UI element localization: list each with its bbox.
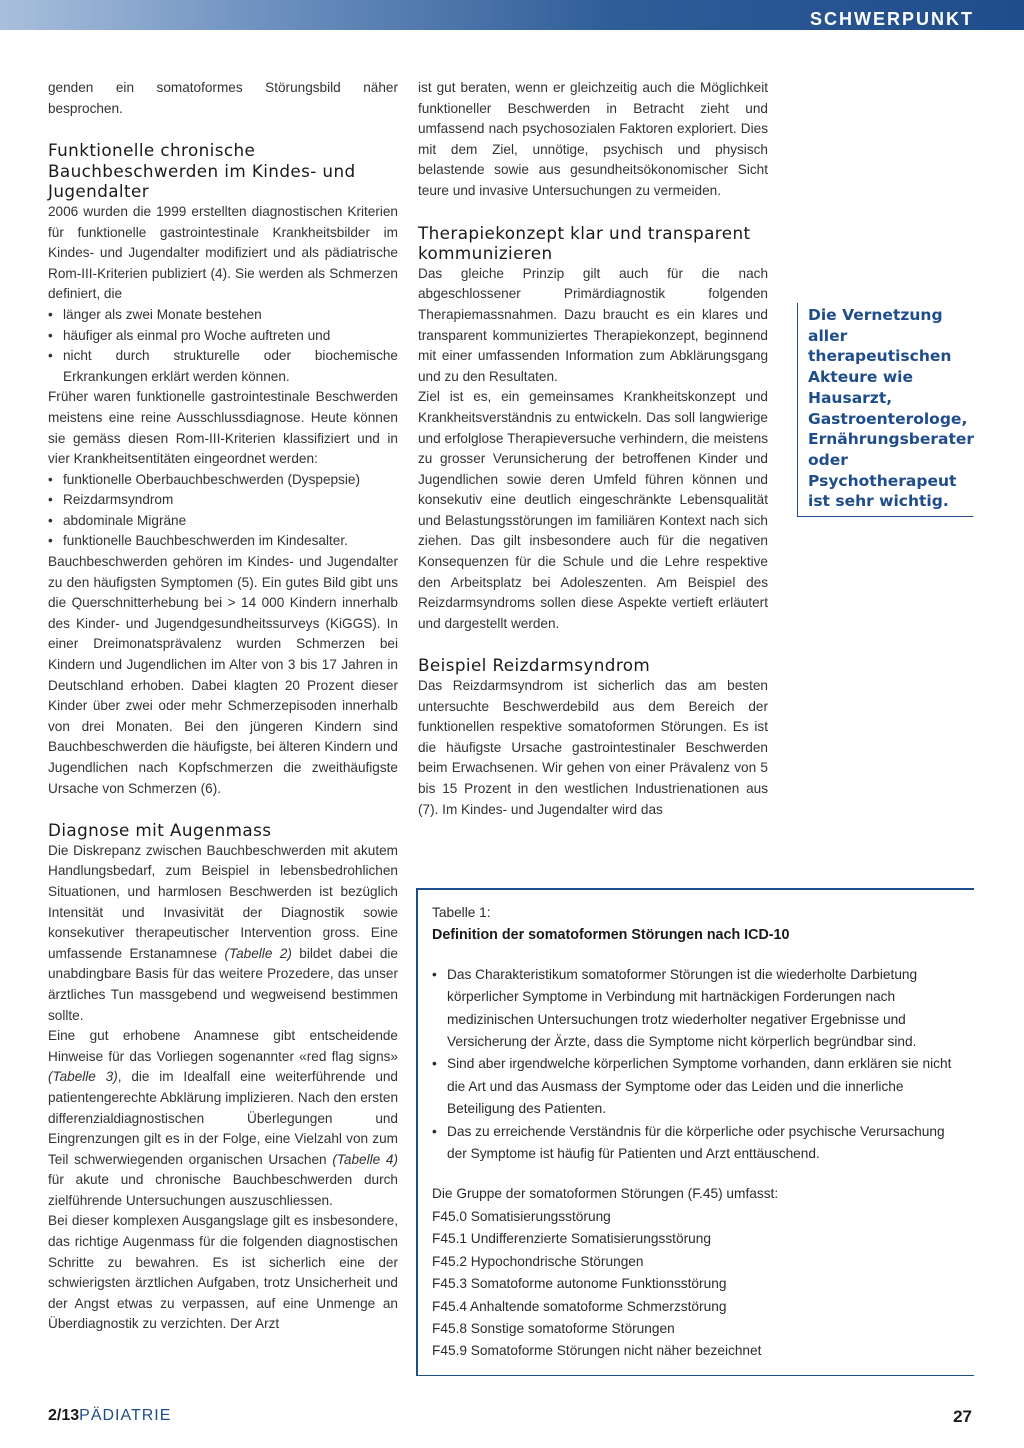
list-item: • Reizdarmsyndrom	[48, 490, 398, 511]
table-1-box	[416, 888, 974, 1376]
entities-list	[48, 470, 398, 552]
issue-number: 2/13	[48, 1407, 80, 1424]
header-bar	[0, 0, 1024, 30]
list-item: • funktionelle Oberbauchbeschwerden (Dyspepsie)	[48, 470, 398, 491]
table-bullet: • Sind aber irgendwelche körperlichen Symptome vorhanden, dann erklären sie nicht die Art und das Ausmass der Symptome oder das Leiden und die innerliche Beteiligung des Patienten.	[432, 1053, 960, 1120]
table-label: Tabelle 1:	[432, 905, 491, 920]
paragraph-komplex: Bei dieser komplexen Ausgangslage gilt es insbesondere, das richtige Augenmass für die folgenden diagnostischen Schritte zu bewahren. Es ist sicherlich eine der schwierigsten ärztlichen Aufgaben, trotz Unsicherheit und der Angst etwas zu verpassen, auf eine Unmenge an Überdiagnostik zu verzichten. Der Arzt	[48, 1213, 398, 1332]
page-number: 27	[953, 1407, 972, 1426]
icd-code-line: F45.4 Anhaltende somatoforme Schmerzstörung	[432, 1298, 727, 1314]
paragraph-prinzip: Das gleiche Prinzip gilt auch für die nach abgeschlossener Primärdiagnostik folgenden Therapiemassnahmen. Dazu braucht es ein klares und transparent kommuniziertes Therapiekonzept, beginnend mit einer umfassenden Information zum Abklärungsgang und zu den Resultaten.	[418, 265, 768, 384]
paragraph-beraten: ist gut beraten, wenn er gleichzeitig auch die Möglichkeit funktioneller Beschwerden in Betracht zieht und umfassend nach psychosozialen Faktoren exploriert. Dies mit dem Ziel, unnötige, psychisch und physisch belastende sowie aus gesundheitsökonomischer Sicht teure und invasive Untersuchungen zu vermeiden.	[418, 80, 768, 198]
pull-quote-text: Die Vernetzung aller therapeutischen Akteure wie Hausarzt, Gastroenterologe, Ernährungsberater oder Psychotherapeut ist sehr wichtig.	[808, 306, 975, 511]
list-item: • abdominale Migräne	[48, 511, 398, 532]
table-bullet: • Das Charakteristikum somatoformer Störungen ist die wiederholte Darbietung körperlicher Symptome in Verbindung mit hartnäckigen Forderungen nach medizinischen Untersuchungen trotz wiederholter negativer Ergebnisse und Versicherung der Ärzte, dass die Symptome nicht körperlich begründbar sind.	[432, 964, 960, 1054]
heading-reizdarmsyndrom: Beispiel Reizdarmsyndrom	[418, 655, 651, 676]
paragraph-bauchbeschwerden: Bauchbeschwerden gehören im Kindes- und Jugendalter zu den häufigsten Symptomen (5). Ein gutes Bild gibt uns die Querschnitterhebung bei > 14 000 Kindern innerhalb des Kinder- und Jugendgesundheitssurveys (KiGGS). In einer Dreimonatsprävalenz wurden Schmerzen bei Kindern und Jugendlichen im Alter von 3 bis 17 Jahren in Deutschland erhoben. Dabei klagten 20 Prozent dieser Kinder über zwei oder mehr Schmerzepisoden innerhalb von drei Monaten. Bei den jüngeren Kindern sind Bauchbeschwerden die häufigste, bei älteren Kindern und Jugendlichen nach Kopfschmerzen die zweithäufigste Ursache von Schmerzen (6).	[48, 554, 398, 796]
ref-tabelle-4: (Tabelle 4)	[332, 1151, 398, 1167]
table-codes-intro: Die Gruppe der somatoformen Störungen (F.45) umfasst:	[432, 1186, 779, 1202]
ref-tabelle-3: (Tabelle 3)	[48, 1069, 118, 1085]
heading-diagnose: Diagnose mit Augenmass	[48, 820, 272, 841]
paragraph-frueher: Früher waren funktionelle gastrointestinale Beschwerden meistens eine reine Ausschlussdiagnose. Heute können sie gemäss diesen Rom-III-Kriterien klassifiziert und in vier Krankheitsentitäten eingeordnet werden:	[48, 389, 398, 467]
paragraph-anamnese: Eine gut erhobene Anamnese gibt entscheidende Hinweise für das Vorliegen sogenannter «red flag signs» (Tabelle 3), die im Idealfall eine weiterführende und patientengerechte Abklärung implizieren. Nach den ersten differenzialdiagnostischen Überlegungen und Eingrenzungen gilt es in der Folge, eine Vielzahl von zum Teil schwerwiegenden organischen Ursachen (Tabelle 4) für akute und chronische Bauchbeschwerden durch zielführende Untersuchungen auszuschliessen.	[48, 1028, 398, 1208]
paragraph-ziel: Ziel ist es, ein gemeinsames Krankheitskonzept und Krankheitsverständnis zu entwickeln. Das soll langwierige und erfolglose Therapieversuche verhindern, die meistens zu grosser Verunsicherung der betroffenen Kinder und Jugendlichen sowie deren Umfeld führen können und konsekutiv eine deutlich eingeschränkte Lebensqualität und Belastungsstörungen im familiären Kontext nach sich ziehen. Das gilt insbesondere auch für die negativen Konsequenzen für die Schule und die Lehre respektive den Arbeitsplatz bei Adoleszenten. Am Beispiel des Reizdarmsyndroms sollen diese Aspekte vertieft erläutert und dargestellt werden.	[418, 389, 768, 631]
icd-code-line: F45.3 Somatoforme autonome Funktionsstörung	[432, 1276, 727, 1292]
list-item: • länger als zwei Monate bestehen	[48, 305, 398, 326]
icd-code-line: F45.0 Somatisierungsstörung	[432, 1208, 611, 1224]
table-title: Definition der somatoformen Störungen nach ICD-10	[432, 927, 790, 944]
icd-code-line: F45.2 Hypochondrische Störungen	[432, 1253, 644, 1269]
middle-column	[418, 78, 768, 820]
left-column	[48, 78, 398, 1335]
heading-funktionelle: Funktionelle chronische Bauchbeschwerden im Kindes- und Jugendalter	[48, 140, 356, 202]
list-item: • häufiger als einmal pro Woche auftreten und	[48, 326, 398, 347]
list-item: • funktionelle Bauchbeschwerden im Kindesalter.	[48, 531, 398, 552]
footer-issue	[48, 1407, 171, 1425]
criteria-list	[48, 305, 398, 387]
table-bullet: • Das zu erreichende Verständnis für die körperliche oder psychische Verursachung der Symptome ist häufig für Patienten und Arzt enttäuschend.	[432, 1121, 960, 1166]
magazine-name: PÄDIATRIE	[79, 1407, 172, 1424]
section-label: SCHWERPUNKT	[810, 9, 974, 29]
paragraph-intro: genden ein somatoformes Störungsbild näher besprochen.	[48, 80, 398, 116]
pull-quote	[797, 303, 973, 517]
icd-code-line: F45.9 Somatoforme Störungen nicht näher bezeichnet	[432, 1343, 762, 1359]
icd-code-line: F45.1 Undifferenzierte Somatisierungsstörung	[432, 1231, 711, 1247]
heading-therapiekonzept: Therapiekonzept klar und transparent kommunizieren	[418, 222, 751, 264]
paragraph-reizdarm: Das Reizdarmsyndrom ist sicherlich das am besten untersuchte Beschwerdebild aus dem Bereich der funktionellen respektive somatoformen Störungen. Es ist die häufigste Ursache gastrointestinaler Beschwerden beim Erwachsenen. Wir gehen von einer Prävalenz von 5 bis 15 Prozent in den westlichen Industrienationen aus (7). Im Kindes- und Jugendalter wird das	[418, 678, 768, 817]
paragraph-diskrepanz: Die Diskrepanz zwischen Bauchbeschwerden mit akutem Handlungsbedarf, zum Beispiel in lebensbedrohlichen Situationen, und harmlosen Beschwerden ist bezüglich Intensität und Invasivität der Diagnostik sowie konsekutiver therapeutischer Intervention gross. Eine umfassende Erstanamnese (Tabelle 2) bildet dabei die unabdingbare Basis für das weitere Prozedere, das unser ärztliches Tun massgebend und wegweisend bestimmen sollte.	[48, 842, 398, 1023]
paragraph-rom: 2006 wurden die 1999 erstellten diagnostischen Kriterien für funktionelle gastrointestinale Krankheitsbilder im Kindes- und Jugendalter modifiziert und als pädiatrische Rom-III-Kriterien publiziert (4). Sie werden als Schmerzen definiert, die	[48, 203, 398, 302]
table-bullet-list	[432, 964, 960, 1166]
list-item: • nicht durch strukturelle oder biochemische Erkrankungen erklärt werden können.	[48, 346, 398, 387]
icd-code-line: F45.8 Sonstige somatoforme Störungen	[432, 1320, 675, 1336]
ref-tabelle-2: (Tabelle 2)	[224, 945, 292, 961]
